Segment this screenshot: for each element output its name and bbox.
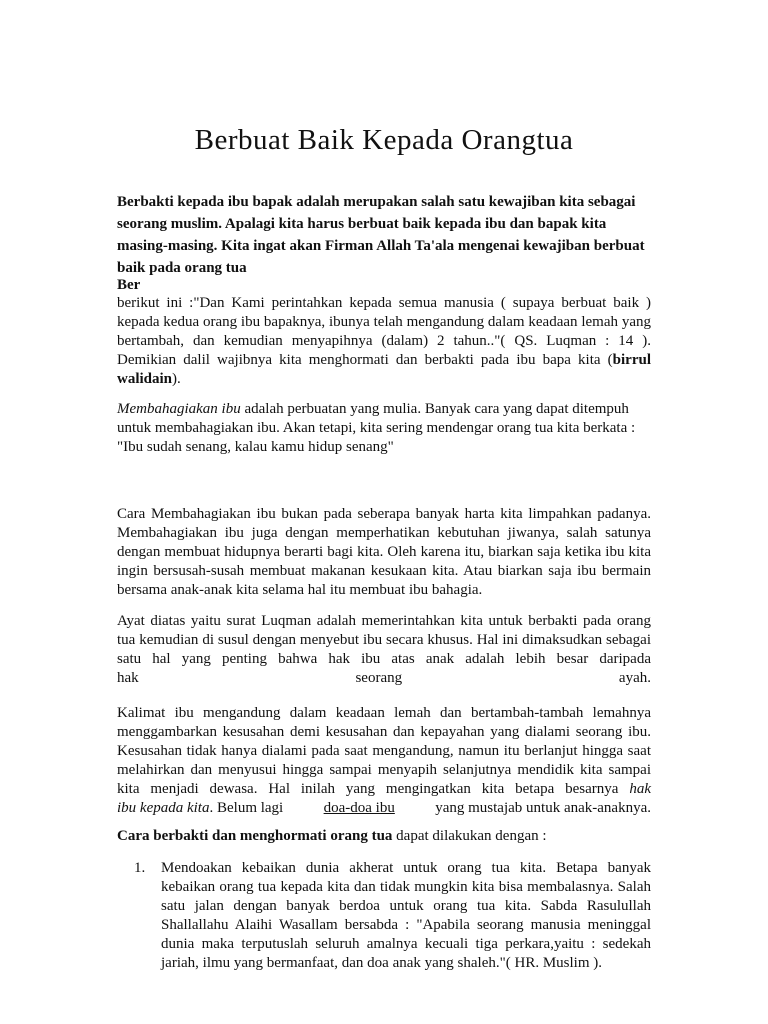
- p5-body: [117, 704, 651, 799]
- p1-text: berikut ini :"Dan Kami perintahkan kepada semua manusia ( supaya berbuat baik ) kepada kedua orang ibu bapaknya, ibunya telah mengandung dalam keadaan lemah yang bertambah, dan kemudian menyapihnya (dalam) 2 tahun.."( QS. Luqman : 14 ). Demikian dalil wajibnya kita menghormati dan berbakti pada ibu bapa kita (: [117, 295, 651, 368]
- cara-berbakti-list: [117, 859, 651, 973]
- intro-paragraph: Berbakti kepada ibu bapak adalah merupakan salah satu kewajiban kita sebagai seorang muslim. Apalagi kita harus berbuat baik kepada ibu dan bapak kita masing-masing. Kita ingat akan Firman Allah Ta'ala mengenai kewajiban berbuat baik pada orang tua: [117, 194, 645, 276]
- ayat-luqman-paragraph: [117, 612, 651, 688]
- list-item-text: Mendoakan kebaikan dunia akherat untuk orang tua kita. Betapa banyak kebaikan orang tua kepada kita dan tidak mungkin kita bisa membalasnya. Salah satu jalan dengan banyak berdoa untuk orang tua kita. Sabda Rasulullah Shallallahu Alaihi Wasallam bersabda : "Apabila seorang manusia meninggal dunia maka terputuslah seluruh amalnya kecuali tiga perkara,yaitu : sedekah jariah, ilmu yang bermanfaat, dan doa anak yang shaleh."( HR. Muslim ).: [161, 860, 651, 971]
- cara-berbakti-paragraph: [117, 827, 651, 846]
- p4-last-word-3: ayah.: [618, 670, 651, 686]
- cara-membahagiakan-paragraph: Cara Membahagiakan ibu bukan pada seberapa banyak harta kita limpahkan padanya. Membahagiakan ibu juga dengan memperhatikan kebutuhan jiwanya, salah satunya dengan membuat hidupnya berarti bagi kita. Oleh karena itu, biarkan saja ketika ibu kita ingin bersusah-susah membuat makanan kesukaan kita. Atau biarkan saja ibu bermain bersama anak-anak kita selama hal itu membuat ibu bahagia.: [117, 506, 651, 598]
- cara-berbakti-term: Cara berbakti dan menghormati orang tua: [117, 828, 393, 844]
- list-item: [117, 859, 651, 973]
- ibu-kepada-kita-term: ibu kepada kita: [117, 800, 210, 816]
- p4-last-line: [117, 669, 651, 688]
- birrul-walidain-term: birrul walidain: [117, 352, 651, 387]
- hak-term: hak: [629, 781, 652, 797]
- p4-last-word-1: hak: [117, 670, 139, 686]
- quran-verse-paragraph: [117, 294, 651, 389]
- p5-last-line: [117, 799, 651, 818]
- ber-heading: Ber: [117, 277, 141, 293]
- p4-text: Ayat diatas yaitu surat Luqman adalah memerintahkan kita untuk berbakti pada orang tua kemudian di susul dengan menyebut ibu secara khusus. Hal ini dimaksudkan sebagai satu hal yang penting bahwa hak ibu atas anak adalah lebih besar daripada: [117, 613, 651, 667]
- p5-text: Kalimat ibu mengandung dalam keadaan lemah dan bertambah-tambah lemahnya menggambarkan kesusahan demi kesusahan dan kepayahan yang dialami seorang ibu. Kesusahan tidak hanya dialami pada saat mengandung, namun itu berlanjut hingga saat melahirkan dan menyusui hingga sampai menyapih selanjutnya mendidik kita sampai kita menjadi dewasa. Hal inilah yang mengingatkan kita betapa besarnya: [117, 705, 651, 797]
- membahagiakan-term: Membahagiakan ibu: [117, 401, 241, 417]
- p4-last-word-2: seorang: [355, 670, 403, 686]
- kalimat-ibu-paragraph: [117, 704, 651, 818]
- p5-last-line-left: [117, 799, 283, 818]
- membahagiakan-paragraph: [117, 400, 651, 457]
- p6-text: dapat dilakukan dengan :: [392, 828, 547, 844]
- doa-doa-ibu-link[interactable]: doa-doa ibu: [323, 800, 395, 816]
- p5-after-italic: . Belum lagi: [209, 800, 284, 816]
- list-item-number: 1.: [134, 860, 146, 876]
- p1-end: ).: [172, 371, 181, 387]
- page-title: Berbuat Baik Kepada Orangtua: [194, 124, 574, 156]
- p2-text: adalah perbuatan yang mulia. Banyak cara yang dapat ditempuh untuk membahagiakan ibu. Akan tetapi, kita sering mendengar orang tua kita berkata : "Ibu sudah senang, kalau kamu hidup senang": [117, 401, 636, 455]
- p5-end: yang mustajab untuk anak-anaknya.: [435, 800, 651, 816]
